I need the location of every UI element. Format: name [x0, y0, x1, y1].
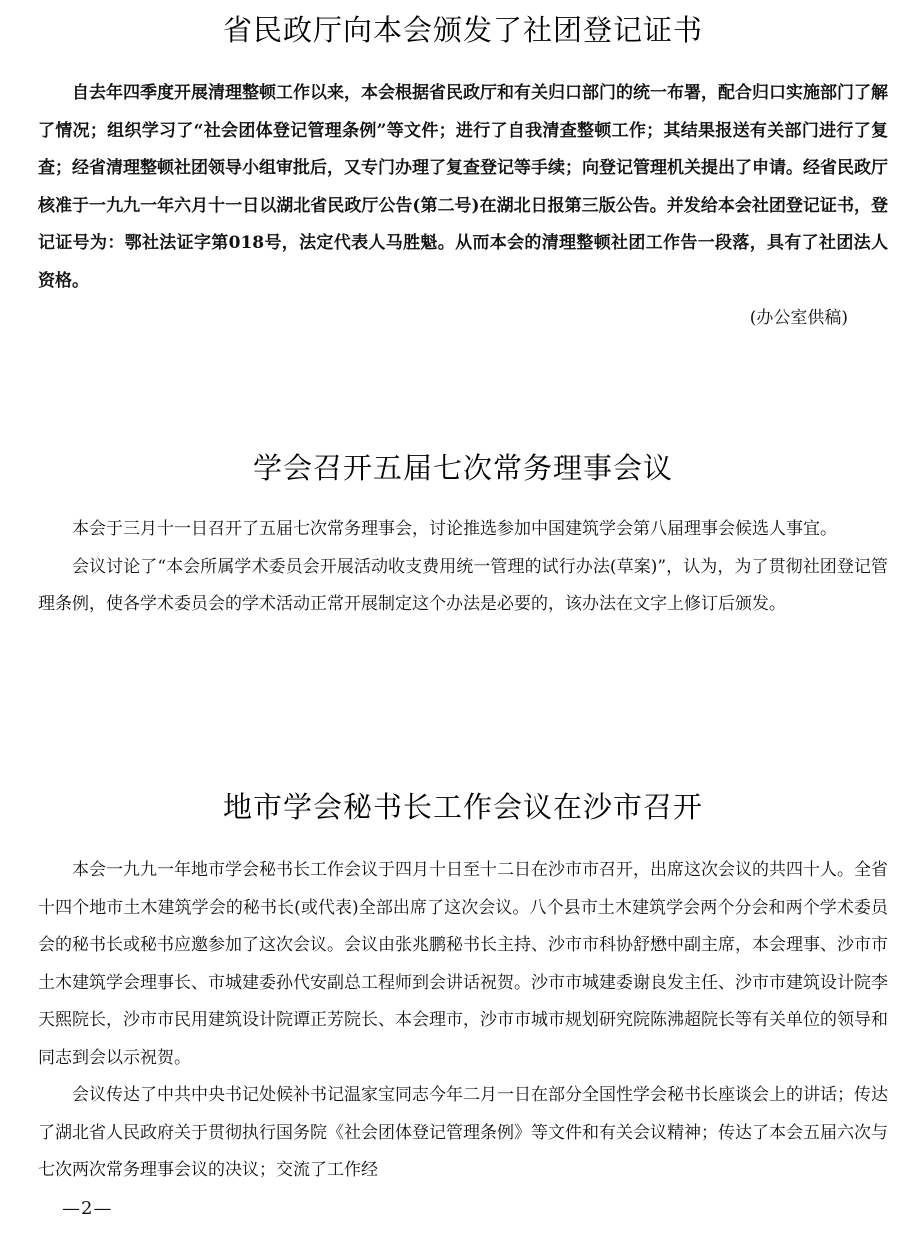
article-paragraph: 会议传达了中共中央书记处候补书记温家宝同志今年二月一日在部分全国性学会秘书长座谈会上的讲话；传达了湖北省人民政府关于贯彻执行国务院《社会团体登记管理条例》等文件和有关会议精神；传达了本会五届六次与七次两次常务理事会议的决议；交流了工作经: [38, 1085, 888, 1180]
article-registration-certificate: [38, 8, 888, 338]
article-paragraph: 本会于三月十一日召开了五届七次常务理事会，讨论推选参加中国建筑学会第八届理事会候选人事宜。: [72, 519, 837, 539]
article-title: 学会召开五届七次常务理事会议: [252, 451, 673, 485]
article-standing-council-meeting: [38, 446, 888, 624]
article-paragraph: 本会一九九一年地市学会秘书长工作会议于四月十日至十二日在沙市市召开，出席这次会议的共四十人。全省十四个地市土木建筑学会的秘书长(或代表)全部出席了这次会议。八个县市土木建筑学会两个分会和两个学术委员会的秘书长或秘书应邀参加了这次会议。会议由张兆鹏秘书长主持、沙市市科协舒懋中副主席，本会理事、沙市市土木建筑学会理事长、市城建委孙代安副总工程师到会讲话祝贺。沙市市城建委谢良发主任、沙市市建筑设计院李天熙院长，沙市市民用建筑设计院谭正芳院长、本会理市，沙市市城市规划研究院陈沸超院长等有关单位的领导和同志到会以示祝贺。: [38, 860, 888, 1068]
article-title: 地市学会秘书长工作会议在沙市召开: [222, 790, 703, 824]
article-source: (办公室供稿): [749, 308, 848, 328]
article-paragraph: 会议讨论了“本会所属学术委员会开展活动收支费用统一管理的试行办法(草案)”，认为，为了贯彻社团登记管理条例，使各学术委员会的学术活动正常开展制定这个办法是必要的，该办法在文字上修订后颁发。: [38, 556, 888, 614]
article-title: 省民政厅向本会颁发了社团登记证书: [222, 13, 703, 47]
page-number: —2—: [62, 1198, 113, 1219]
article-secretary-general-meeting: [38, 785, 888, 1190]
article-paragraph: 自去年四季度开展清理整顿工作以来，本会根据省民政厅和有关归口部门的统一布署，配合归口实施部门了解了情况；组织学习了“社会团体登记管理条例”等文件；进行了自我清查整顿工作；其结果报送有关部门进行了复查；经省清理整顿社团领导小组审批后，又专门办理了复查登记等手续；向登记管理机关提出了申请。经省民政厅核准于一九九一年六月十一日以湖北省民政厅公告(第二号)在湖北日报第三版公告。并发给本会社团登记证书，登记证号为：鄂社法证字第018号，法定代表人马胜魁。从而本会的清理整顿社团工作告一段落，具有了社团法人资格。: [38, 83, 888, 291]
